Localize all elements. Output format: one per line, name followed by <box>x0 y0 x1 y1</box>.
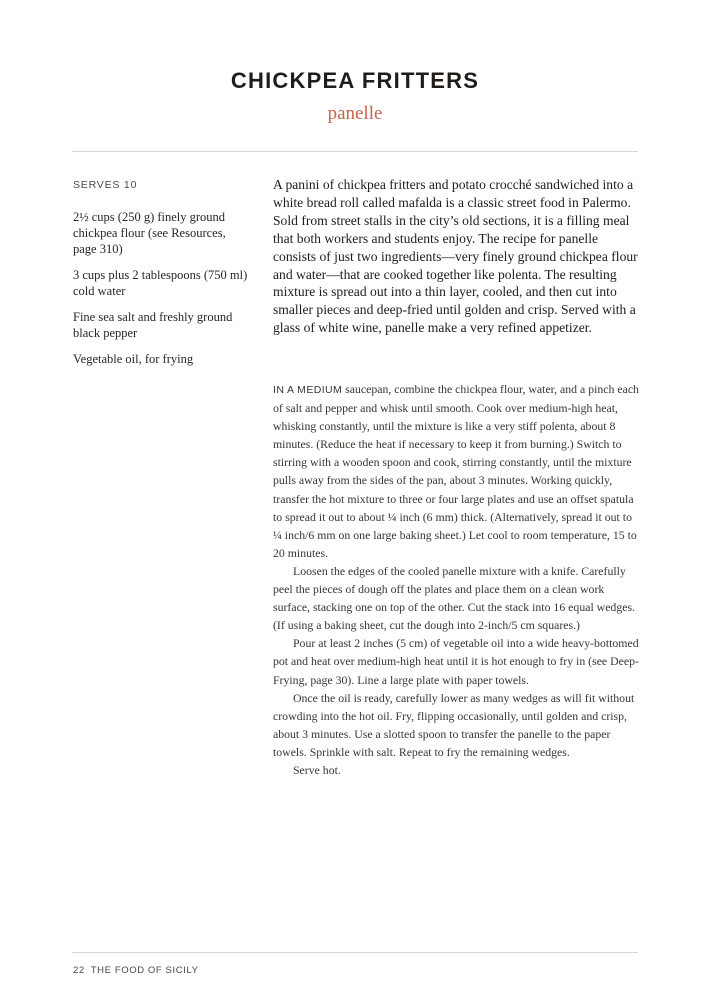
method-paragraph: Serve hot. <box>293 762 341 777</box>
recipe-title: CHICKPEA FRITTERS <box>230 68 480 93</box>
page-number: 22 <box>73 965 85 976</box>
ingredient-item: Vegetable oil, for frying <box>73 352 194 366</box>
intro-paragraph: A panini of chickpea fritters and potato crocché sandwiched into a white bread roll called mafalda is a classic street food in Palermo. Sold from street stalls in the city’s old sections, it is a filling meal that both workers and students enjoy. The recipe for panelle consists of just two ingredients—very finely ground chickpea flour and water—that are cooked together like polenta. The resulting mixture is spread out into a thin layer, cooled, and then cut into smaller pieces and deep-fried until golden and crisp. Served with a glass of white wine, panelle make a very refined appetizer. <box>273 177 638 336</box>
serves-label: SERVES 10 <box>73 179 138 191</box>
method-lead-in: IN A MEDIUM <box>273 384 343 396</box>
page-footer <box>73 965 205 976</box>
running-title: THE FOOD OF SICILY <box>90 965 199 976</box>
method-paragraph: Loosen the edges of the cooled panelle mixture with a knife. Carefully peel the pieces of dough off the plates and place them on a clean work surface, stacking one on top of the other. Cut the stack into 16 equal wedges. (If using a baking sheet, cut the dough into 2-inch/5 cm squares.) <box>273 563 636 633</box>
method-paragraph: Pour at least 2 inches (5 cm) of vegetable oil into a wide heavy-bottomed pot and heat over medium-high heat until it is hot enough to fry in (see Deep-Frying, page 30). Line a large plate with paper towels. <box>273 636 639 687</box>
ingredient-item: 2½ cups (250 g) finely ground chickpea flour (see Resources, page 310) <box>73 210 226 256</box>
recipe-subtitle: panelle <box>327 103 383 124</box>
ingredient-item: 3 cups plus 2 tablespoons (750 ml) cold water <box>73 268 248 298</box>
footer-divider <box>72 952 638 953</box>
method-section <box>273 380 639 779</box>
method-paragraph-text: saucepan, combine the chickpea flour, water, and a pinch each of salt and pepper and whisk until smooth. Cook over medium-high heat, whisking constantly, until the mixture is like a very stiff polenta, about 8 minutes. (Reduce the heat if necessary to keep it from burning.) Switch to stirring with a wooden spoon and cook, stirring constantly, until the mixture pulls away from the sides of the pan, about 3 minutes. Working quickly, transfer the hot mixture to three or four large plates and use an offset spatula to spread it out to about ¼ inch (6 mm) thick. (Alternatively, spread it out to ¼ inch/6 mm on one large baking sheet.) Let cool to room temperature, 15 to 20 minutes. <box>273 382 639 560</box>
method-paragraph: Once the oil is ready, carefully lower as many wedges as will fit without crowding into the hot oil. Fry, flipping occasionally, until golden and crisp, about 3 minutes. Use a slotted spoon to transfer the panelle to the paper towels. Sprinkle with salt. Repeat to fry the remaining wedges. <box>273 690 635 759</box>
ingredient-item: Fine sea salt and freshly ground black pepper <box>73 310 233 340</box>
method-paragraph <box>273 380 639 562</box>
top-divider <box>72 151 638 152</box>
ingredient-list <box>73 209 248 377</box>
